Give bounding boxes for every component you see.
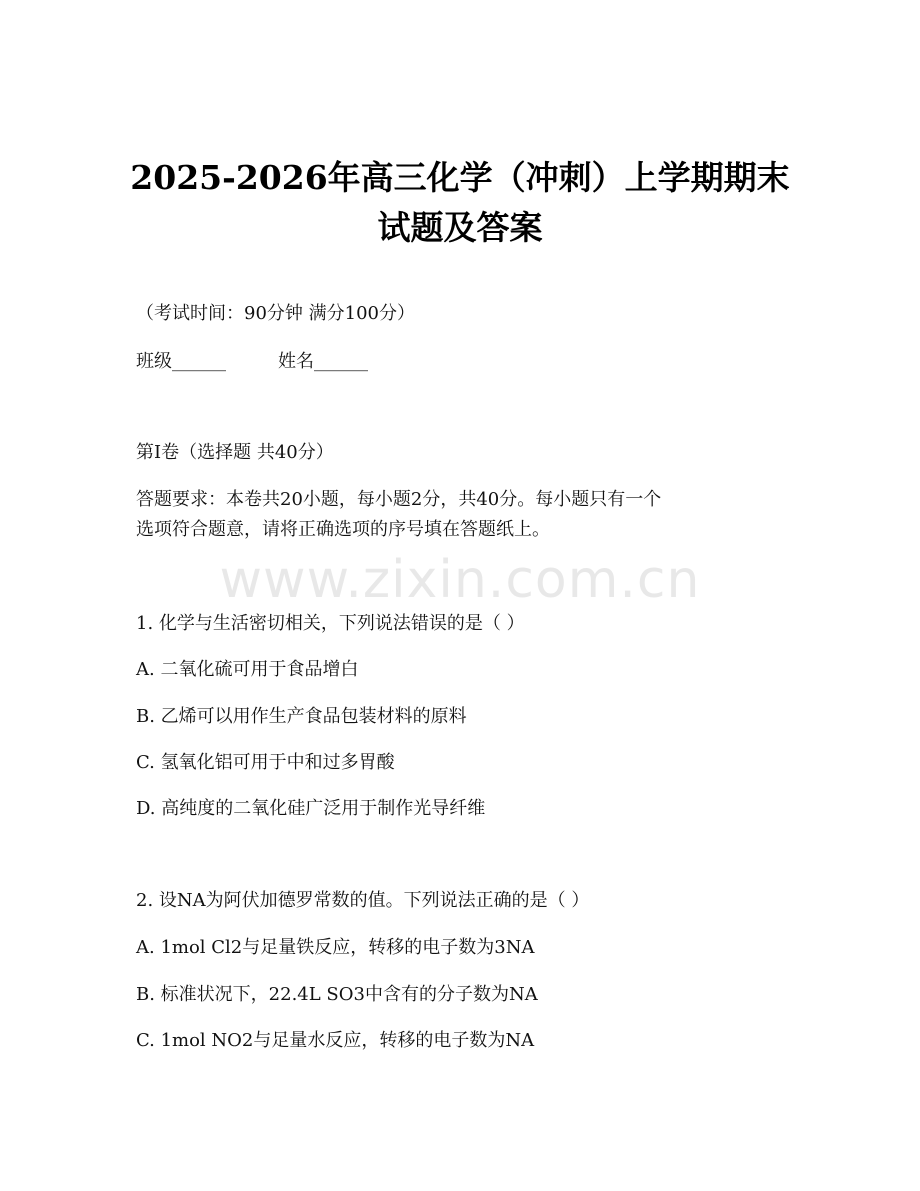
instructions-line-2: 选项符合题意，请将正确选项的序号填在答题纸上。 [136, 519, 550, 540]
question-2-option-c: C. 1mol NO2与足量水反应，转移的电子数为NA [136, 1030, 535, 1051]
instructions-line-1: 答题要求：本卷共20小题，每小题2分，共40分。每小题只有一个 [136, 489, 662, 510]
section-heading: 第I卷（选择题 共40分） [136, 442, 334, 463]
question-2-option-b: B. 标准状况下，22.4L SO3中含有的分子数为NA [136, 984, 538, 1005]
question-1-option-a: A. 二氧化硫可用于食品增白 [136, 659, 359, 680]
watermark: www.zixin.com.cn [219, 550, 701, 610]
student-info-row [136, 350, 368, 374]
class-field-label: 班级______ [136, 351, 226, 372]
exam-time-score: （考试时间：90分钟 满分100分） [136, 303, 415, 324]
question-1-stem: 1. 化学与生活密切相关，下列说法错误的是（ ） [136, 613, 525, 634]
question-1-option-b: B. 乙烯可以用作生产食品包装材料的原料 [136, 706, 467, 727]
question-2-stem: 2. 设NA为阿伏加德罗常数的值。下列说法正确的是（ ） [136, 890, 590, 911]
title-line-2: 试题及答案 [377, 208, 543, 247]
question-2-option-a: A. 1mol Cl2与足量铁反应，转移的电子数为3NA [136, 937, 535, 958]
question-1-option-c: C. 氢氧化铝可用于中和过多胃酸 [136, 752, 395, 773]
name-field-label: 姓名______ [278, 351, 368, 372]
title-line-1: 2025-2026年高三化学（冲刺）上学期期末 [130, 158, 790, 197]
question-1-option-d: D. 高纯度的二氧化硅广泛用于制作光导纤维 [136, 798, 486, 819]
